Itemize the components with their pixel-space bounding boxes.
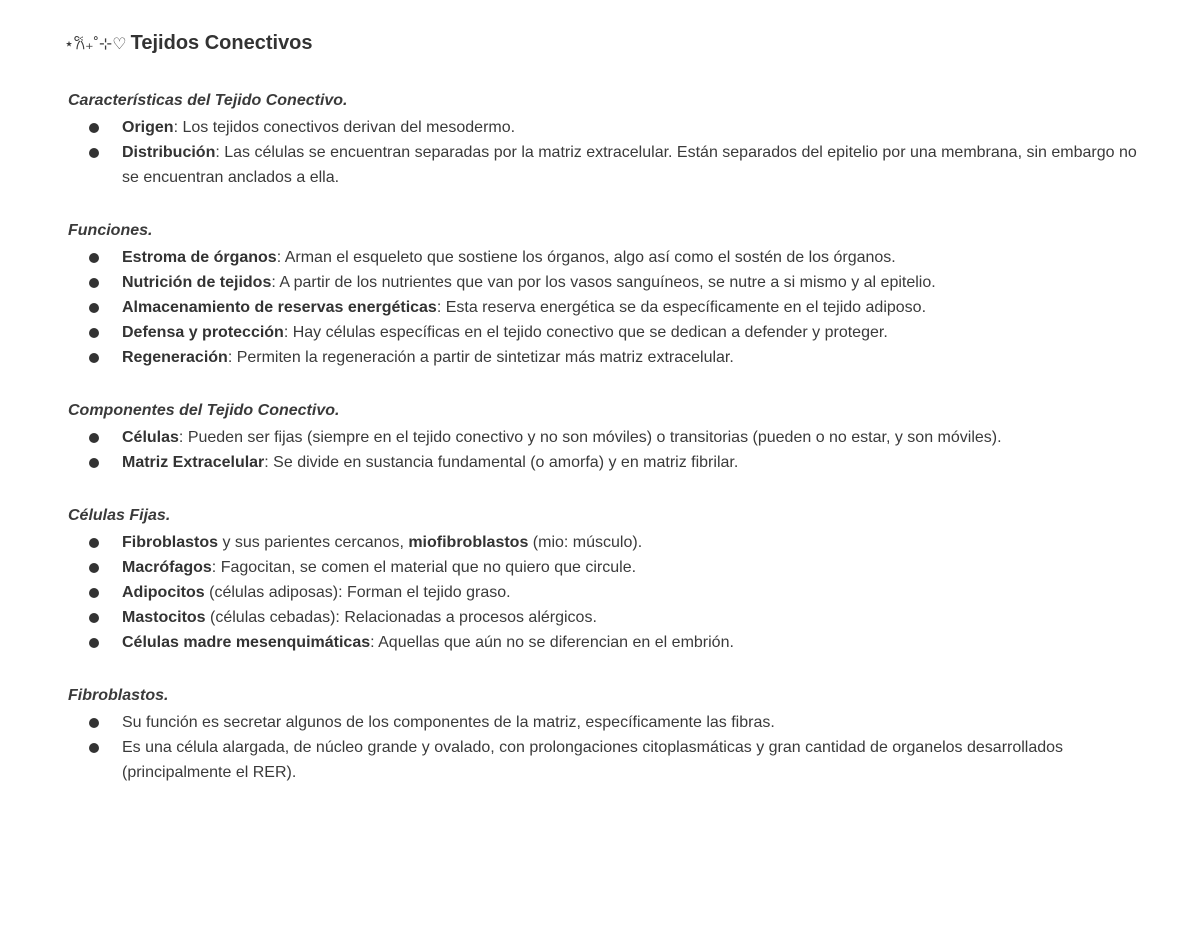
list-item [68,115,1148,140]
bullet-list [68,710,1148,785]
list-item [68,580,1148,605]
list-item [68,345,1148,370]
item-term-secondary: miofibroblastos [408,534,529,551]
section-caracteristicas [68,90,1148,190]
bullet-dot [89,303,99,313]
list-item [68,245,1148,270]
bullet-dot [89,538,99,548]
document-page [64,28,1148,785]
bullet-dot [89,253,99,263]
item-term: Estroma de órganos [122,249,277,266]
section-funciones [68,220,1148,370]
item-term: Fibroblastos [122,534,219,551]
bullet-dot [89,638,99,648]
item-term: Mastocitos [122,609,206,626]
item-text: Es una célula alargada, de núcleo grande y ovalado, con prolongaciones citoplasmáticas y gran cantidad de organelos desarrollados (principalmente el RER). [122,739,1064,781]
item-text: : Esta reserva energética se da específicamente en el tejido adiposo. [436,299,927,316]
section-componentes [68,400,1148,475]
item-text: : Las células se encuentran separadas por la matriz extracelular. Están separados del epitelio por una membrana, sin embargo no se encuentran anclados a ella. [122,144,1137,186]
item-text-secondary: (mio: músculo). [528,534,643,551]
item-term: Células madre mesenquimáticas [122,634,371,651]
list-item [68,425,1148,450]
bullet-dot [89,123,99,133]
item-text: : Permiten la regeneración a partir de sintetizar más matriz extracelular. [227,349,734,366]
item-term: Almacenamiento de reservas energéticas [122,299,437,316]
bullet-dot [89,718,99,728]
section-heading: Células Fijas. [68,507,171,524]
bullet-list [68,530,1148,655]
bullet-dot [89,588,99,598]
item-text: : Los tejidos conectivos derivan del mesodermo. [173,119,516,136]
item-text: : Fagocitan, se comen el material que no quiero que circule. [211,559,637,576]
list-item [68,555,1148,580]
bullet-dot [89,613,99,623]
item-term: Matriz Extracelular [122,454,265,471]
item-text: (células adiposas): Forman el tejido graso. [204,584,511,601]
item-term: Origen [122,119,174,136]
list-item [68,630,1148,655]
item-text: : Pueden ser fijas (siempre en el tejido conectivo y no son móviles) o transitorias (pueden o no estar, y son móviles). [178,429,1002,446]
list-item [68,320,1148,345]
section-heading: Fibroblastos. [68,687,169,704]
section-heading: Funciones. [68,222,153,239]
item-text: (células cebadas): Relacionadas a procesos alérgicos. [205,609,597,626]
list-item [68,710,1148,735]
section-heading: Componentes del Tejido Conectivo. [68,402,340,419]
title-decoration: ⋆𐙚₊˚⊹♡ [64,36,127,53]
list-item [68,450,1148,475]
item-text: : Aquellas que aún no se diferencian en el embrión. [370,634,734,651]
bullet-dot [89,458,99,468]
section-heading: Características del Tejido Conectivo. [68,92,348,109]
item-term: Adipocitos [122,584,205,601]
list-item [68,530,1148,555]
item-term: Defensa y protección [122,324,284,341]
item-text: : Arman el esqueleto que sostiene los órganos, algo así como el sostén de los órganos. [276,249,896,266]
list-item [68,270,1148,295]
item-term: Células [122,429,179,446]
item-text: : Hay células específicas en el tejido conectivo que se dedican a defender y proteger. [283,324,888,341]
title-text: Tejidos Conectivos [130,32,313,54]
bullet-dot [89,278,99,288]
list-item [68,605,1148,630]
section-fibroblastos [68,685,1148,785]
bullet-dot [89,353,99,363]
item-term: Regeneración [122,349,228,366]
bullet-dot [89,148,99,158]
bullet-dot [89,743,99,753]
item-text: : A partir de los nutrientes que van por los vasos sanguíneos, se nutre a si mismo y al epitelio. [271,274,936,291]
bullet-list [68,425,1148,475]
page-title [64,28,1148,58]
bullet-dot [89,563,99,573]
item-text: Su función es secretar algunos de los componentes de la matriz, específicamente las fibras. [122,714,775,731]
bullet-dot [89,328,99,338]
section-celulas-fijas [68,505,1148,655]
bullet-list [68,245,1148,370]
list-item [68,140,1148,190]
list-item [68,295,1148,320]
item-term: Macrófagos [122,559,212,576]
item-text: y sus parientes cercanos, [218,534,409,551]
item-term: Nutrición de tejidos [122,274,272,291]
item-text: : Se divide en sustancia fundamental (o amorfa) y en matriz fibrilar. [264,454,739,471]
bullet-list [68,115,1148,190]
bullet-dot [89,433,99,443]
list-item [68,735,1148,785]
item-term: Distribución [122,144,216,161]
